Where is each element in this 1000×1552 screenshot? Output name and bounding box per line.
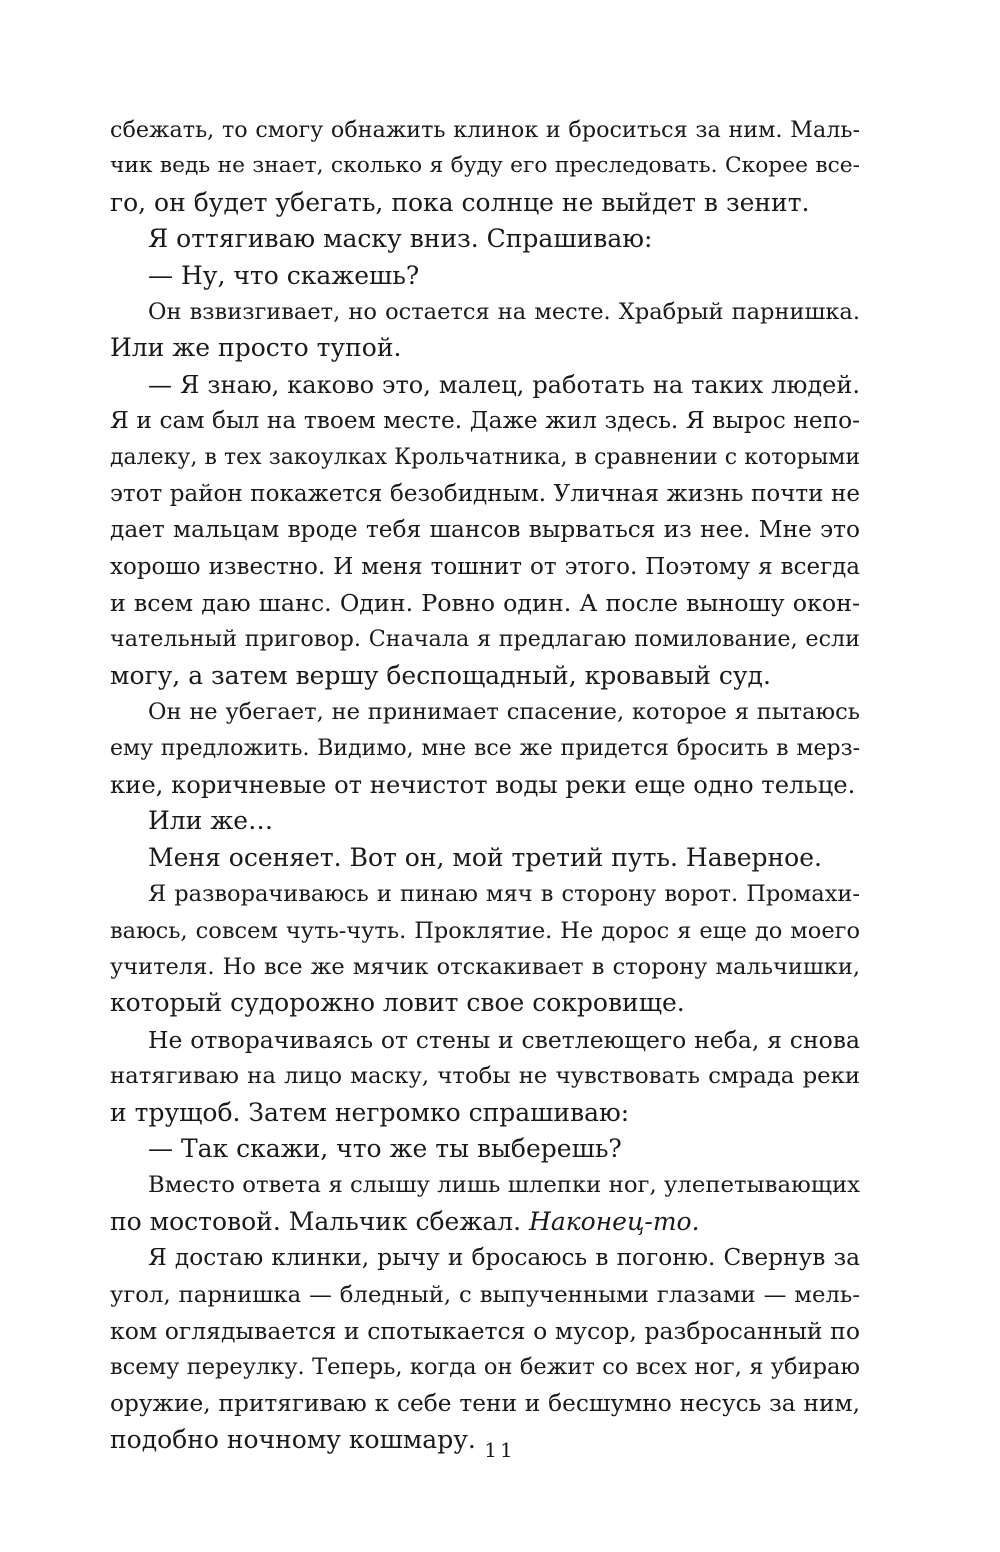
text-line: далеку, в тех закоулках Крольчатника, в сравнении с которыми (110, 444, 860, 470)
text-line: Он взвизгивает, но остается на месте. Храбрый парнишка. (148, 298, 860, 325)
text-line: угол, парнишка — бледный, с выпученными глазами — мель- (110, 1281, 860, 1308)
text-run: по мостовой. Мальчик сбежал. (110, 1206, 530, 1236)
text-line: Я разворачиваюсь и пинаю мяч в сторону ворот. Промахи- (148, 881, 860, 908)
text-line: — Ну, что скажешь? (148, 260, 420, 290)
italic-text-run: Наконец-то. (529, 1206, 700, 1236)
text-line: могу, а затем вершу беспощадный, кровавый суд. (110, 660, 771, 690)
text-line: подобно ночному кошмару. (110, 1425, 476, 1455)
text-line: ком оглядывается и спотыкается о мусор, разбросанный по (110, 1316, 860, 1345)
text-line: всему переулку. Теперь, когда он бежит со всех ног, я убираю (110, 1354, 860, 1381)
text-line: Он не убегает, не принимает спасение, которое я пытаюсь (148, 699, 860, 726)
text-line: который судорожно ловит свое сокровище. (110, 988, 685, 1018)
text-line: ваюсь, совсем чуть-чуть. Проклятие. Не дорос я еще до моего (110, 917, 860, 944)
text-line: го, он будет убегать, пока солнце не выйдет в зенит. (110, 187, 810, 217)
text-line: сбежать, то смогу обнажить клинок и броситься за ним. Маль- (110, 117, 860, 143)
text-line: Не отворачиваясь от стены и светлеющего неба, я снова (148, 1025, 860, 1054)
text-line: Или же… (148, 806, 274, 836)
text-line: Меня осеняет. Вот он, мой третий путь. Наверное. (148, 842, 822, 872)
text-line: Я и сам был на твоем месте. Даже жил здесь. Я вырос непо- (110, 407, 860, 435)
text-line: чательный приговор. Сначала я предлагаю помилование, если (110, 626, 860, 653)
text-line: Я достаю клинки, рычу и бросаюсь в погоню. Свернув за (148, 1244, 860, 1272)
text-line (110, 1204, 860, 1240)
text-line: и трущоб. Затем негромко спрашиваю: (110, 1097, 630, 1127)
text-line: натягиваю на лицо маску, чтобы не чувствовать смрада реки (110, 1063, 860, 1090)
page-number: 11 (484, 1438, 516, 1462)
text-line: оружие, притягиваю к себе тени и бесшумно несусь за ним, (110, 1389, 860, 1417)
body-text (110, 112, 860, 1458)
text-line: учителя. Но все же мячик отскакивает в сторону мальчишки, (110, 953, 860, 980)
text-line: Или же просто тупой. (110, 333, 402, 363)
text-line: Вместо ответа я слышу лишь шлепки ног, улепетывающих (148, 1172, 860, 1199)
text-line: дает мальцам вроде тебя шансов вырваться из нее. Мне это (110, 516, 860, 544)
text-line: и всем даю шанс. Один. Ровно один. А после выношу окон- (110, 589, 860, 618)
text-line: — Так скажи, что же ты выберешь? (148, 1133, 622, 1163)
text-line: кие, коричневые от нечистот воды реки еще одно тельце. (110, 770, 856, 800)
text-line: этот район покажется безобидным. Уличная жизнь почти не (110, 480, 860, 507)
text-line: хорошо известно. И меня тошнит от этого. Поэтому я всегда (110, 553, 860, 580)
text-line: чик ведь не знает, сколько я буду его преследовать. Скорее все- (110, 153, 860, 179)
text-line: — Я знаю, каково это, малец, работать на таких людей. (148, 370, 860, 399)
text-line: Я оттягиваю маску вниз. Спрашиваю: (148, 224, 653, 254)
text-line: ему предложить. Видимо, мне все же придется бросить в мерз- (110, 735, 860, 761)
